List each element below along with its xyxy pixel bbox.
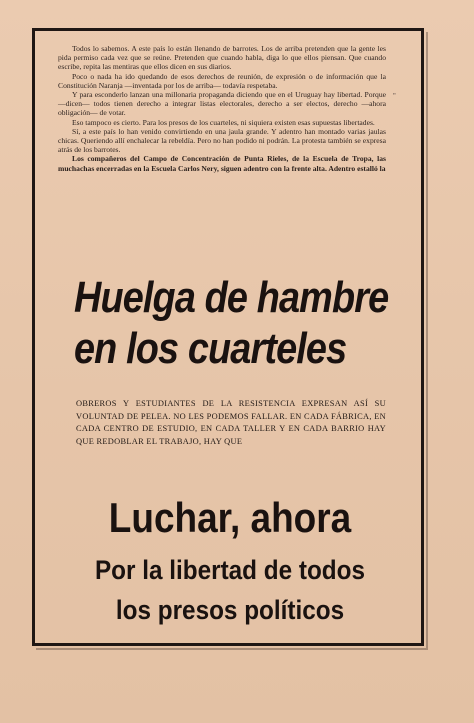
- closing-slogan: Luchar, ahora: [108, 494, 352, 541]
- intro-paragraph-1: Todos lo sabemos. A este país lo están llenando de barrotes. Los de arriba pretenden que la gente les pida permiso cada vez que se reúne. Pretenden que cuando habla, diga lo que ellos piensan. Que cuando escribe, repita las mentiras que ellos dicen en sus diarios.: [58, 44, 386, 72]
- intro-paragraph-2: Poco o nada ha ido quedando de esos derechos de reunión, de expresión o de información que la Constitución Naranja —inventada por los de arriba— todavía respetaba.: [58, 71, 386, 90]
- intro-paragraph-4: Eso tampoco es cierto. Para los presos de los cuarteles, ni siquiera existen esas supuestas libertades.: [72, 117, 375, 127]
- intro-paragraph-6: Los compañeros del Campo de Concentración de Punta Rieles, de la Escuela de Tropa, las muchachas encerradas en la Escuela Carlos Nery, siguen adentro con la frente alta. Adentro estalló la: [58, 154, 386, 173]
- headline: [74, 272, 389, 374]
- intro-text: [58, 44, 386, 173]
- call-to-action-text: OBREROS Y ESTUDIANTES DE LA RESISTENCIA EXPRESAN ASÍ SU VOLUNTAD DE PELEA. NO LES PODEMOS FALLAR. EN CADA FÁBRICA, EN CADA CENTRO DE ESTUDIO, EN CADA TALLER Y EN CADA BARRIO HAY QUE REDOBLAR EL TRABAJO, HAY QUE: [76, 399, 386, 446]
- closing-line-2: Por la libertad de todos: [94, 555, 366, 585]
- intro-paragraph-5: Sí, a este país lo han venido convirtiendo en una jaula grande. Y adentro han montado varias jaulas chicas. Queriendo allí enchalecar la rebeldía. Pero no han podido ni podrán. La protesta también se expresa atrás de los barrotes.: [58, 126, 386, 155]
- headline-line-1: Huelga de hambre: [74, 273, 389, 322]
- headline-line-2: en los cuarteles: [74, 324, 347, 373]
- margin-mark: ”: [393, 92, 396, 101]
- intro-paragraph-3: Y para esconderlo lanzan una millonaria propaganda diciendo que en el Uruguay hay libertad. Porque —dicen— todos tienen derecho a integrar listas electorales, derecho a ser electos, derecho —ahora obligación— de votar.: [58, 90, 386, 118]
- closing-line-3: los presos políticos: [115, 595, 345, 625]
